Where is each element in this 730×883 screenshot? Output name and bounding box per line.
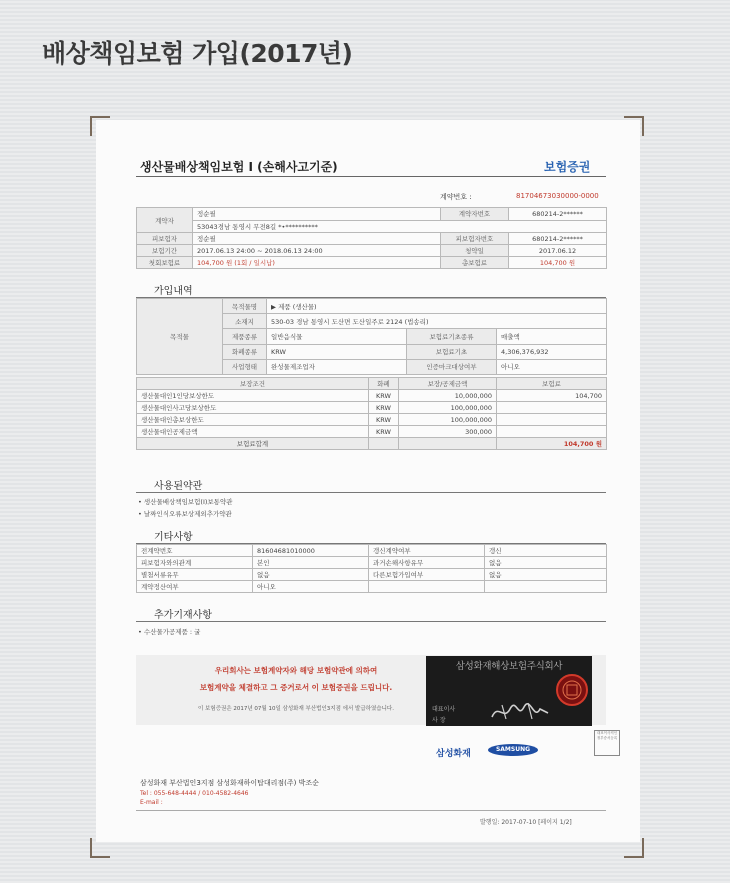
contract-date-label: 청약일 [441,245,509,257]
period-label: 보험기간 [137,245,193,257]
list-item: • 날짜인식오류보상제외추가약관 [138,510,232,518]
certificate-title: 생산물배상책임보험 I (손해사고기준) [140,160,338,174]
cert-mark-value: 아니오 [497,359,607,374]
insured-id: 680214-2****** [509,233,607,245]
product-type-value: 일반음식물 [267,329,407,344]
policyholder-id: 680214-2****** [509,208,607,221]
title-rule [136,176,606,177]
certificate-badge: 보험증권 [544,160,591,174]
signature-icon [488,699,552,725]
coverage-premium [497,402,607,414]
product-type-label: 제품종류 [223,329,267,344]
small-stamp: 대표이사직인 정부증서등록 [594,730,620,756]
business-type-value: 완성물제조업자 [267,359,407,374]
location-value: 530-03 경남 통영시 도산면 도산일주로 2124 (법송리) [267,314,607,329]
notice-line-3: 이 보험증권은 2017년 07월 10일 삼성화재 부산법인3지점 에서 발급하였습니다. [198,706,394,712]
other-info-table [136,544,607,593]
other-label [369,581,485,593]
subscription-table [136,298,607,375]
other-value: 본인 [253,557,369,569]
coverage-name: 생산물대인공제금액 [137,426,369,438]
coverage-currency: KRW [369,414,399,426]
cert-mark-label: 인증마크대상여부 [407,359,497,374]
coverage-total-label: 보험료합계 [137,438,369,450]
table-row [137,581,607,593]
insured-label: 피보험자 [137,233,193,245]
representative-label: 대표이사 [432,706,456,713]
other-value [485,581,607,593]
premium-base-value: 4,306,376,932 [497,344,607,359]
insured-id-label: 피보험자번호 [441,233,509,245]
coverage-header-currency: 화폐 [369,378,399,390]
page-heading: 배상책임보험 가입(2017년) [42,39,353,68]
section-title-additional: 추가기재사항 [154,610,212,621]
list-item: • 수산물가공제품 : 굴 [138,628,201,636]
policyholder-address: 53043경남 통영시 무전8길 *•********** [193,220,607,233]
samsung-logo: SAMSUNG [488,744,538,756]
policyholder-id-label: 계약자번호 [441,208,509,221]
notice-line-1: 우리회사는 보험계약자와 해당 보험약관에 의하여 [214,666,378,675]
policyholder-label: 계약자 [137,208,193,233]
coverage-amount: 100,000,000 [399,402,497,414]
company-name: 삼성화재해상보험주식회사 [455,661,563,672]
other-value: 없음 [253,569,369,581]
other-value: 81604681010000 [253,545,369,557]
other-label: 다른보험가입여부 [369,569,485,581]
other-value: 갱신 [485,545,607,557]
section-rule [136,621,606,622]
currency-label: 화폐종류 [223,344,267,359]
contract-number-label: 계약번호 : [440,193,472,201]
agency-tel: Tel : 055-648-4444 / 010-4582-4646 [140,790,249,797]
samsung-fire-logo: 삼성화재 [436,749,471,759]
coverage-premium [497,426,607,438]
coverage-currency: KRW [369,426,399,438]
coverage-name: 생산물대인총보상한도 [137,414,369,426]
issue-date-page: 발행일: 2017-07-10 [페이지 1/2] [480,819,572,826]
coverage-amount: 100,000,000 [399,414,497,426]
list-item: • 생산물배상책임보험(I)보통약관 [138,498,233,506]
coverage-name: 생산물대인사고당보상한도 [137,402,369,414]
table-row [137,557,607,569]
notice-line-2: 보험계약을 체결하고 그 증거로서 이 보험증권을 드립니다. [199,683,393,692]
president-label: 사 장 [432,717,446,724]
insured-name: 정순필 [193,233,441,245]
first-premium-label: 첫회보험료 [137,257,193,269]
coverage-name: 생산물대인1인당보상한도 [137,390,369,402]
other-label: 별첨서류유무 [137,569,253,581]
table-row [137,426,607,438]
coverage-amount: 300,000 [399,426,497,438]
total-premium: 104,700 원 [509,257,607,269]
table-row [137,569,607,581]
coverage-header-condition: 보장조건 [137,378,369,390]
object-label: 목적물 [137,299,223,375]
agency-email: E-mail : [140,799,163,806]
premium-base-type-value: 매출액 [497,329,607,344]
section-rule [136,492,606,493]
insurance-certificate [96,120,640,842]
other-value: 아니오 [253,581,369,593]
coverage-amount: 10,000,000 [399,390,497,402]
coverage-header-premium: 보험료 [497,378,607,390]
coverage-currency: KRW [369,402,399,414]
premium-base-label: 보험료기초 [407,344,497,359]
contract-date: 2017.06.12 [509,245,607,257]
other-label: 계약정산여부 [137,581,253,593]
section-title-terms: 사용된약관 [154,481,203,492]
contract-number-value: 81704673030000-0000 [516,192,599,200]
other-label: 과거손해사항유무 [369,557,485,569]
premium-base-type-label: 보험료기초종류 [407,329,497,344]
policyholder-name: 정순필 [193,208,441,221]
agency-info: 삼성화재 부산법인3지점 삼성화재하이탑대리점(주) 박조순 [140,779,319,787]
item-value: ▶ 제품 (생산물) [267,299,607,314]
other-label: 전계약번호 [137,545,253,557]
item-label: 목적물명 [223,299,267,314]
policy-info-table [136,207,607,269]
coverage-currency: KRW [369,390,399,402]
business-type-label: 사업형태 [223,359,267,374]
other-value: 없음 [485,557,607,569]
period-value: 2017.06.13 24:00 ~ 2018.06.13 24:00 [193,245,441,257]
table-row [137,414,607,426]
footer-rule [136,810,606,811]
table-row [137,402,607,414]
company-stamp-icon [555,673,589,707]
location-label: 소재지 [223,314,267,329]
coverage-premium [497,414,607,426]
other-value: 없음 [485,569,607,581]
coverage-table [136,377,607,450]
first-premium: 104,700 원 (1회 / 일시납) [193,257,441,269]
currency-value: KRW [267,344,407,359]
coverage-premium: 104,700 [497,390,607,402]
coverage-header-amount: 보장/공제금액 [399,378,497,390]
table-row [137,545,607,557]
section-title-subscription: 가입내역 [154,286,193,297]
other-label: 피보험자와의관계 [137,557,253,569]
coverage-total-value: 104,700 원 [497,438,607,450]
table-row [137,390,607,402]
section-title-other: 기타사항 [154,532,193,543]
other-label: 갱신계약여부 [369,545,485,557]
total-premium-label: 총보험료 [441,257,509,269]
